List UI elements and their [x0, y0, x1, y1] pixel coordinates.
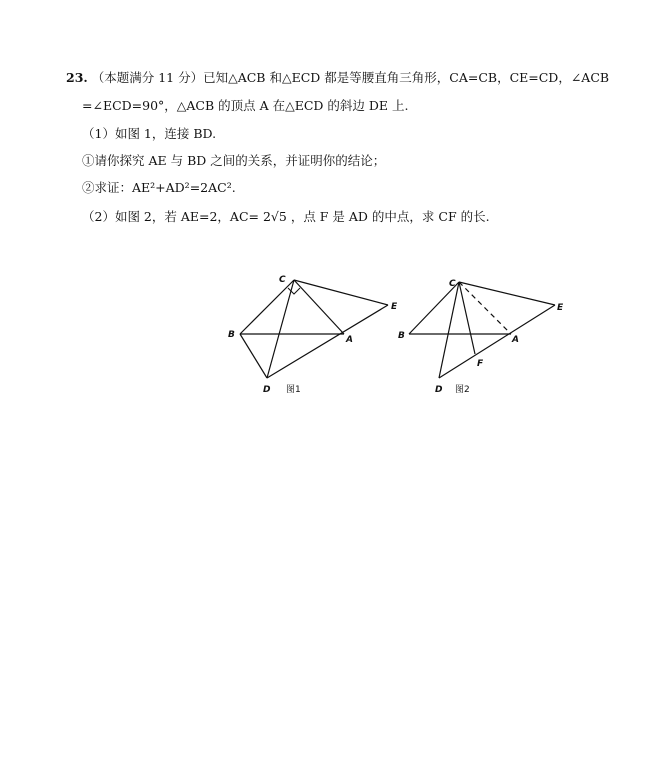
segment-ce	[294, 280, 388, 305]
segment-cb	[240, 280, 294, 334]
figure-1-lines	[240, 280, 388, 378]
geometry-figure-1	[222, 268, 397, 398]
part-1-question-2: ②求证：AE²+AD²=2AC².	[82, 180, 236, 195]
point-label-b: B	[228, 330, 235, 340]
point-label-d: D	[435, 385, 443, 395]
point-label-c: C	[449, 279, 456, 289]
part-1-heading: （1）如图 1，连接 BD.	[82, 126, 217, 141]
part-1-question-1: ①请你探究 AE 与 BD 之间的关系，并证明你的结论；	[82, 153, 386, 168]
segment-de	[439, 305, 555, 378]
figure-2-caption: 图2	[455, 385, 470, 395]
segment-cf	[459, 282, 475, 354]
point-label-e: E	[391, 302, 397, 312]
segment-ce	[459, 282, 555, 305]
part-2-question: （2）如图 2，若 AE=2，AC= 2√5 ，点 F 是 AD 的中点，求 CF 的长.	[82, 209, 490, 224]
problem-number: 23.	[66, 70, 88, 85]
segment-cd	[439, 282, 459, 378]
geometry-figure-2	[393, 268, 573, 398]
point-label-b: B	[398, 331, 405, 341]
figure-1-caption: 图1	[286, 385, 301, 395]
segment-ca	[294, 280, 344, 334]
point-label-d: D	[263, 385, 271, 395]
segment-cd	[267, 280, 294, 378]
segment-cb	[409, 282, 459, 334]
segment-bd	[240, 334, 267, 378]
point-label-e: E	[557, 303, 564, 313]
problem-intro: （本题满分 11 分）已知△ACB 和△ECD 都是等腰直角三角形，CA=CB，CE=CD，∠ACB	[91, 70, 610, 85]
point-label-f: F	[477, 359, 484, 369]
point-label-c: C	[279, 275, 286, 285]
problem-statement-line-2: =∠ECD=90°，△ACB 的顶点 A 在△ECD 的斜边 DE 上.	[82, 98, 409, 113]
point-label-a: A	[346, 335, 353, 345]
point-label-a: A	[512, 335, 519, 345]
segment-ca	[459, 282, 511, 334]
problem-statement-line-1	[66, 70, 609, 86]
